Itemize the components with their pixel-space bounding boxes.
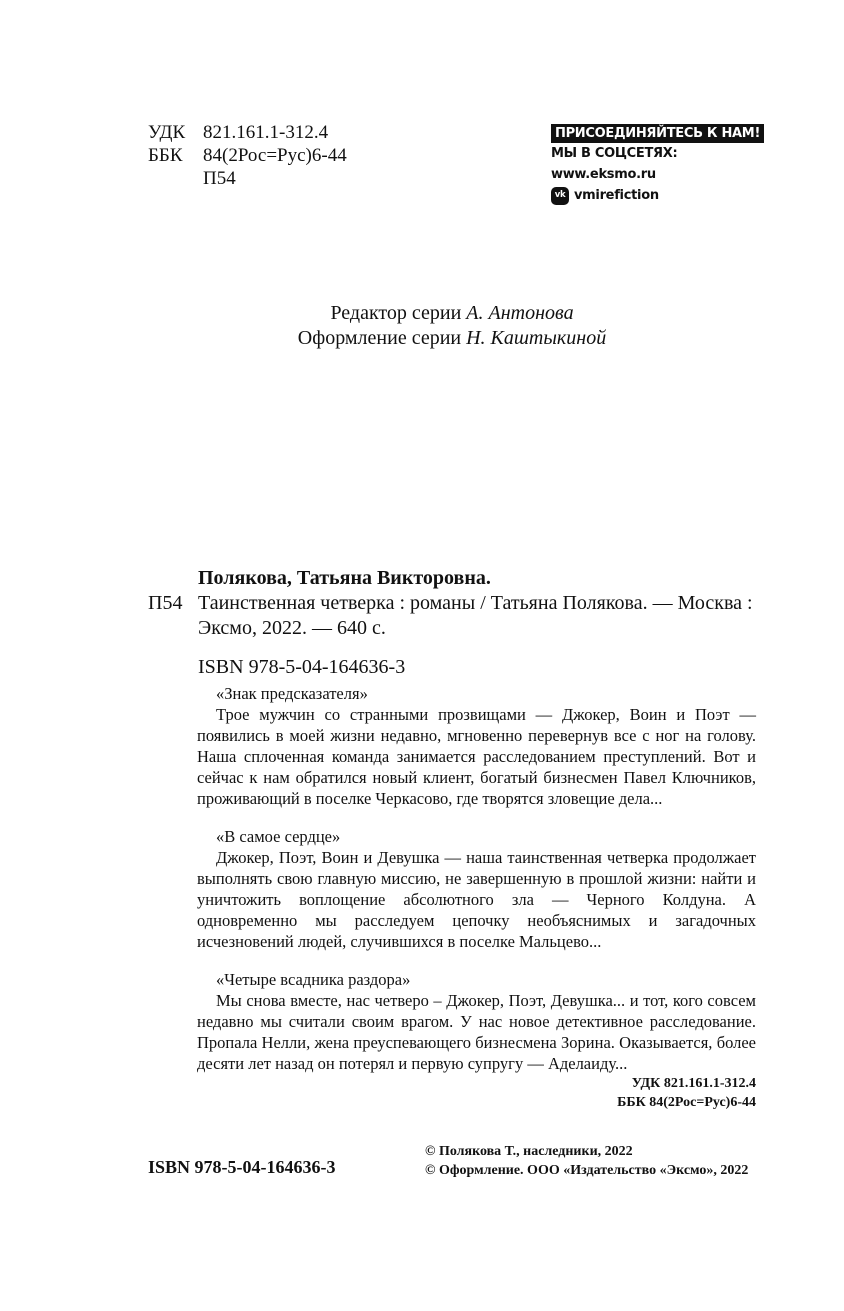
- record-code: П54: [148, 592, 183, 614]
- annotation-title: «В самое сердце»: [216, 827, 341, 846]
- bibliographic-record: [148, 566, 756, 680]
- record-author: Полякова, Татьяна Викторовна.: [198, 567, 491, 589]
- copyright-block: [425, 1142, 748, 1180]
- author-code-row: [148, 167, 347, 190]
- annotation-text: Мы снова вместе, нас четверо – Джокер, Поэт, Девушка... и тот, кого совсем недавно мы считали своим врагом. У нас новое детективное расследование. Пропала Нелли, жена преуспевающего бизнесмена Зорина. Оказывается, более десяти лет назад он потерял и первую супругу — Аделаиду...: [197, 991, 756, 1073]
- annotation-text: Джокер, Поэт, Воин и Девушка — наша таинственная четверка продолжает выполнять свою главную миссию, не завершенную в прошлой жизни: найти и уничтожить воплощение абсолютного зла — Черного Колдуна. А одновременно мы расследуем цепочку необъяснимых и загадочных исчезновений людей, случившихся в поселке Мальцево...: [197, 848, 756, 951]
- editor-label: Редактор серии: [330, 302, 462, 324]
- vk-handle: vmirefiction: [574, 188, 659, 203]
- author-code: П54: [203, 168, 236, 189]
- editor-line: [0, 301, 844, 326]
- annotation-title: «Знак предсказателя»: [216, 684, 368, 703]
- annotation-title: «Четыре всадника раздора»: [216, 970, 411, 989]
- udk-value: 821.161.1-312.4: [203, 122, 329, 143]
- social-banner: ПРИСОЕДИНЯЙТЕСЬ К НАМ!: [551, 124, 764, 143]
- footer-udk: УДК 821.161.1-312.4: [631, 1076, 756, 1091]
- design-label: Оформление серии: [297, 327, 462, 349]
- copyright-design: © Оформление. ООО «Издательство «Эксмо», 2022: [425, 1163, 749, 1178]
- social-block: [551, 124, 764, 206]
- annotations: [197, 683, 756, 1091]
- editor-name: А. Антонова: [466, 302, 574, 324]
- series-credits: [0, 301, 844, 351]
- record-title: Таинственная четверка : романы / Татьяна Полякова. — Москва : Эксмо, 2022. — 640 с.: [198, 592, 753, 639]
- footer-isbn: ISBN 978-5-04-164636-3: [148, 1157, 336, 1177]
- udk-label: УДК: [148, 122, 186, 143]
- bbk-row: [148, 144, 347, 167]
- annotation: [197, 969, 756, 1074]
- vk-icon: vk: [551, 187, 569, 205]
- udk-row: [148, 121, 347, 144]
- footer-bbk: ББК 84(2Рос=Рус)6-44: [617, 1095, 756, 1110]
- site-link[interactable]: www.eksmo.ru: [551, 167, 656, 182]
- design-name: Н. Каштыкиной: [466, 327, 607, 349]
- bbk-value: 84(2Рос=Рус)6-44: [203, 145, 347, 166]
- record-isbn: ISBN 978-5-04-164636-3: [198, 656, 406, 678]
- annotation-text: Трое мужчин со странными прозвищами — Джокер, Воин и Поэт — появились в моей жизни недавно, мгновенно перевернув все с ног на голову. Наша сплоченная команда занимается расследованием преступлений. Вот и сейчас к нам обратился новый клиент, богатый бизнесмен Павел Ключников, проживающий в поселке Черкасово, где творятся зловещие дела...: [197, 705, 756, 808]
- vk-link[interactable]: [551, 185, 764, 206]
- classification-block: [148, 121, 347, 190]
- footer-classification: [617, 1074, 756, 1112]
- social-subtitle: МЫ В СОЦСЕТЯХ:: [551, 146, 678, 161]
- copyright-author: © Полякова Т., наследники, 2022: [425, 1144, 633, 1159]
- bbk-label: ББК: [148, 145, 183, 166]
- annotation: [197, 826, 756, 952]
- record-entry: [148, 591, 756, 641]
- annotation: [197, 683, 756, 809]
- design-line: [0, 326, 844, 351]
